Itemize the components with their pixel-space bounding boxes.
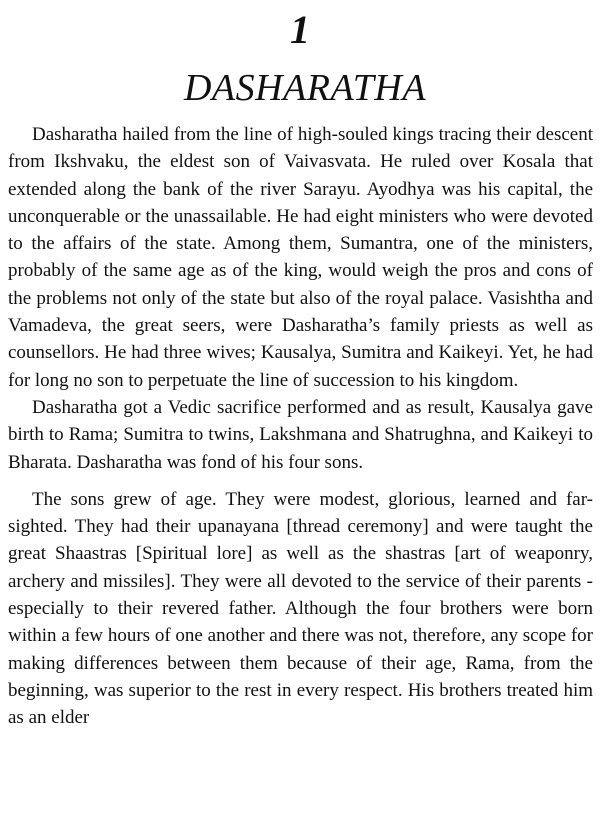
chapter-number: 1: [290, 7, 310, 52]
paragraph-1: Dasharatha hailed from the line of high-souled kings tracing their descent from Ikshvaku, the eldest son of Vaivasvata. He ruled over Kosala that extended along the bank of the river Sarayu. Ayodhya was his capital, the unconquerable or the unassailable. He had eight ministers who were devoted to the affairs of the state. Among them, Sumantra, one of the ministers, probably of the same age as of the king, would weigh the pros and cons of the problems not only of the state but also of the royal palace. Vasishtha and Vamadeva, the great seers, were Dasharatha’s family priests as well as counsellors. He had three wives; Kausalya, Sumitra and Kaikeyi. Yet, he had for long no son to perpetuate the line of succession to his kingdom.: [8, 124, 593, 391]
paragraph-2: Dasharatha got a Vedic sacrifice performed and as result, Kausalya gave birth to Rama; Sumitra to twins, Lakshmana and Shatrughna, and Kaikeyi to Bharata. Dasharatha was fond of his four sons.: [8, 396, 593, 473]
chapter-body: [8, 121, 593, 732]
paragraph-3: The sons grew of age. They were modest, glorious, learned and far-sighted. They had their upanayana [thread ceremony] and were taught the great Shaastras [Spiritual lore] as well as the shastras [art of weaponry, archery and missiles]. They were all devoted to the service of their parents - especially to their revered father. Although the four brothers were born within a few hours of one another and there was not, therefore, any scope for making differences between them because of their age, Rama, from the beginning, was superior to the rest in every respect. His brothers treated him as an elder: [8, 488, 593, 729]
chapter-title: DASHARATHA: [183, 67, 427, 109]
